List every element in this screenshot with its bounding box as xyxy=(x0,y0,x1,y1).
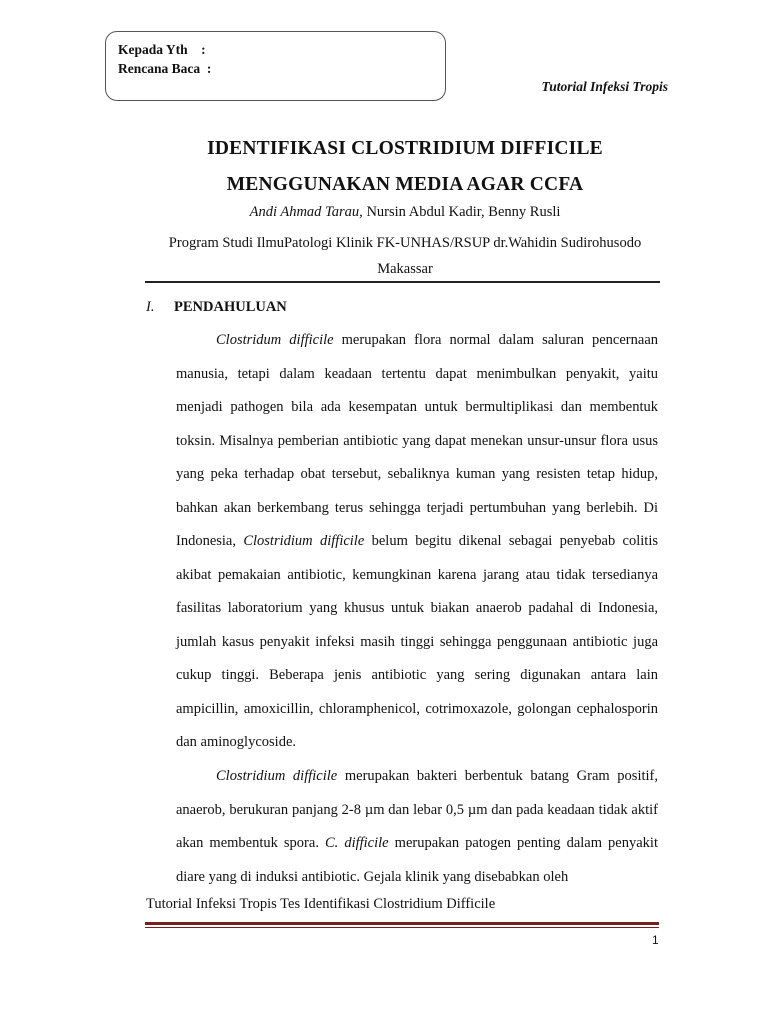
footer-rule-thin xyxy=(145,927,659,928)
title-divider xyxy=(145,281,660,283)
document-title-line-2: MENGGUNAKAN MEDIA AGAR CCFA xyxy=(226,174,584,195)
paragraph-1 xyxy=(176,324,658,760)
address-box xyxy=(105,31,446,101)
address-line-reading-plan: Rencana Baca : xyxy=(118,61,212,76)
footer-text: Tutorial Infeksi Tropis Tes Identifikasi Clostridium Difficile xyxy=(146,896,496,912)
paragraph-2-lead-italic: Clostridium difficile xyxy=(216,768,338,784)
paragraph-2 xyxy=(176,760,658,894)
paragraph-2-text-b: merupakan patogen penting dalam penyakit diare yang di induksi antibiotic. Gejala klinik yang disebabkan oleh xyxy=(176,835,658,885)
other-authors: Nursin Abdul Kadir, Benny Rusli xyxy=(362,204,561,220)
paragraph-1-text-b: belum begitu dikenal sebagai penyebab colitis akibat pemakaian antibiotic, kemungkinan karena jarang atau tidak tersedianya fasilitas laboratorium yang khusus untuk biakan anaerob padahal di Indonesia, jumlah kasus penyakit infeksi masih tinggi sehingga penggunaan antibiotic juga cukup tinggi. Beberapa jenis antibiotic yang sering digunakan antara lain ampicillin, amoxicillin, chloramphenicol, cotrimoxazole, golongan cephalosporin dan aminoglycoside. xyxy=(176,533,658,750)
paragraph-1-text-a: merupakan flora normal dalam saluran pencernaan manusia, tetapi dalam keadaan tertentu dapat menimbulkan penyakit, yaitu menjadi pathogen bila ada kesempatan untuk bermultiplikasi dan membentuk toksin. Misalnya pemberian antibiotic yang dapat menekan unsur-unsur flora usus yang peka terhadap obat tersebut, sebaliknya kuman yang resisten tetap hidup, bahkan akan berkembang terus sehingga terjadi pertumbuhan yang berlebih. Di Indonesia, xyxy=(176,332,659,549)
section-number: I. xyxy=(146,299,155,315)
paragraph-2-text-a: merupakan bakteri berbentuk batang Gram positif, anaerob, berukuran panjang 2-8 µm dan lebar 0,5 µm dan pada keadaan tidak aktif akan membentuk spora. xyxy=(176,768,658,851)
paragraph-1-lead-italic: Clostridum difficile xyxy=(216,332,334,348)
address-line-recipient: Kepada Yth : xyxy=(118,42,206,57)
document-title-line-1: IDENTIFIKASI CLOSTRIDIUM DIFFICILE xyxy=(207,138,603,159)
paragraph-1-mid-italic: Clostridium difficile xyxy=(243,533,365,549)
section-title: PENDAHULUAN xyxy=(174,299,287,315)
first-author: Andi Ahmad Tarau, xyxy=(249,204,363,220)
running-title: Tutorial Infeksi Tropis xyxy=(541,79,668,94)
section-heading xyxy=(146,299,287,316)
paragraph-2-mid-italic: C. difficile xyxy=(324,835,389,851)
page-number: 1 xyxy=(652,933,659,947)
author-list xyxy=(0,204,768,221)
affiliation: Program Studi IlmuPatologi Klinik FK-UNHAS/RSUP dr.Wahidin Sudirohusodo Makassar xyxy=(168,235,642,277)
footer-rule-thick xyxy=(145,922,659,925)
